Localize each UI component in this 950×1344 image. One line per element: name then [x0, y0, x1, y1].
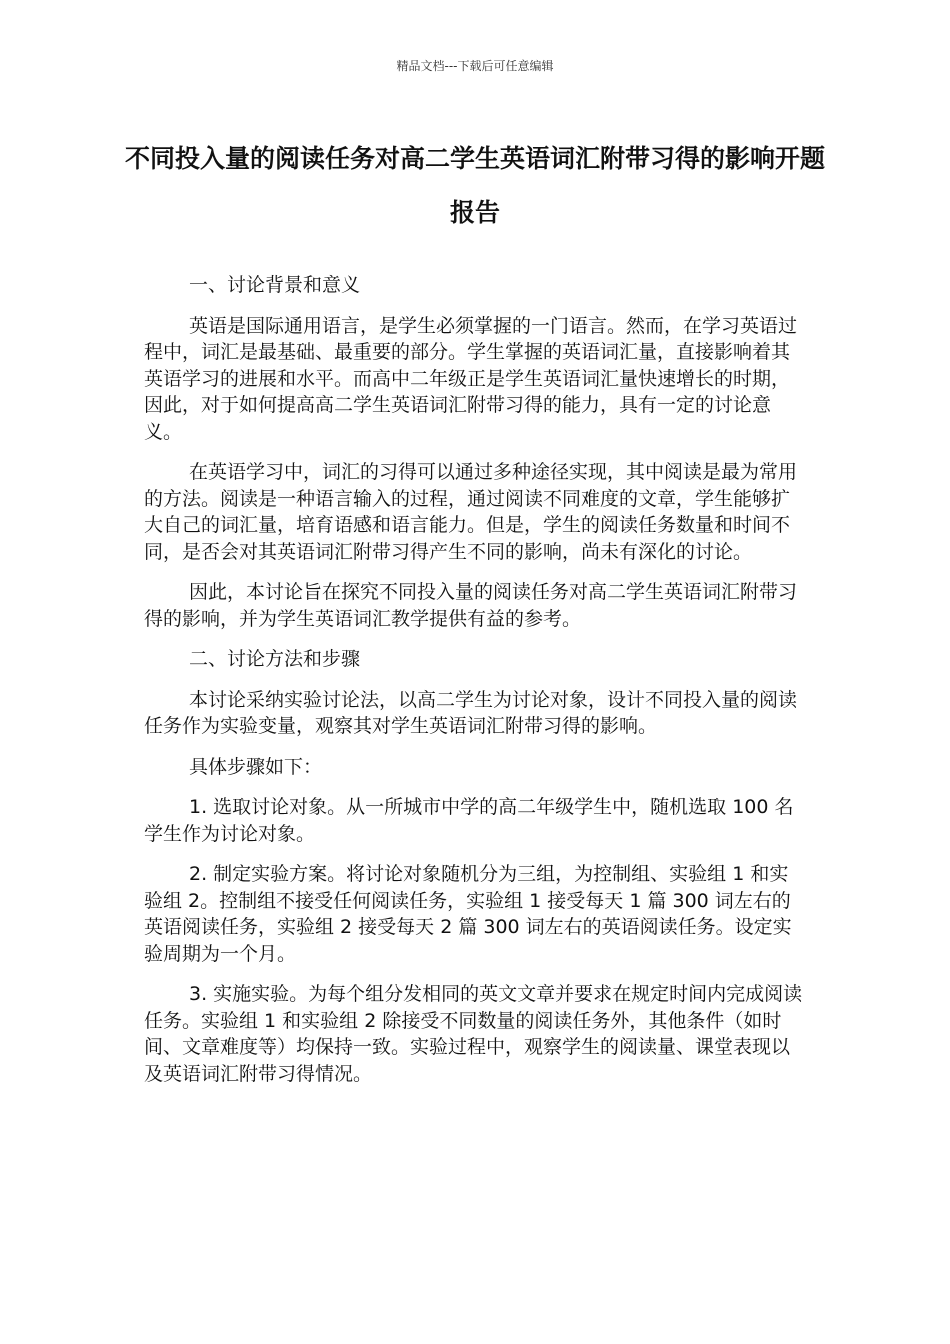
paragraph-steps-intro: 具体步骤如下： — [189, 755, 323, 778]
step-item-1: 1. 选取讨论对象。从一所城市中学的高二年级学生中，随机选取 100 名学生作为讨论对象。 — [144, 796, 794, 845]
paragraph-background-1: 英语是国际通用语言，是学生必须掌握的一门语言。然而，在学习英语过程中，词汇是最基础、最重要的部分。学生掌握的英语词汇量，直接影响着其英语学习的进展和水平。而高中二年级正是学生英语词汇量快速增长的时期，因此，对于如何提高高二学生英语词汇附带习得的能力，具有一定的讨论意义。 — [144, 314, 798, 443]
document-body — [144, 272, 804, 1101]
page-header: 精品文档---下载后可任意编辑 — [396, 59, 554, 73]
paragraph-background-3: 因此，本讨论旨在探究不同投入量的阅读任务对高二学生英语词汇附带习得的影响，并为学生英语词汇教学提供有益的参考。 — [144, 581, 798, 630]
step-item-3: 3. 实施实验。为每个组分发相同的英文文章并要求在规定时间内完成阅读任务。实验组 1 和实验组 2 除接受不同数量的阅读任务外，其他条件（如时间、文章难度等）均保持一致。实验过程中，观察学生的阅读量、课堂表现以及英语词汇附带习得情况。 — [144, 983, 803, 1085]
step-item-2: 2. 制定实验方案。将讨论对象随机分为三组，为控制组、实验组 1 和实验组 2。控制组不接受任何阅读任务，实验组 1 接受每天 1 篇 300 词左右的英语阅读任务，实验组 2 接受每天 2 篇 300 词左右的英语阅读任务。设定实验周期为一个月。 — [144, 863, 792, 965]
document-title: 不同投入量的阅读任务对高二学生英语词汇附带习得的影响开题报告 — [124, 144, 825, 227]
section-heading-methods: 二、讨论方法和步骤 — [189, 648, 361, 670]
paragraph-background-2: 在英语学习中，词汇的习得可以通过多种途径实现，其中阅读是最为常用的方法。阅读是一种语言输入的过程，通过阅读不同难度的文章，学生能够扩大自己的词汇量，培育语感和语言能力。但是，学生的阅读任务数量和时间不同，是否会对其英语词汇附带习得产生不同的影响，尚未有深化的讨论。 — [144, 461, 798, 563]
section-heading-background: 一、讨论背景和意义 — [189, 274, 361, 296]
paragraph-methods-intro: 本讨论采纳实验讨论法，以高二学生为讨论对象，设计不同投入量的阅读任务作为实验变量，观察其对学生英语词汇附带习得的影响。 — [144, 688, 798, 737]
